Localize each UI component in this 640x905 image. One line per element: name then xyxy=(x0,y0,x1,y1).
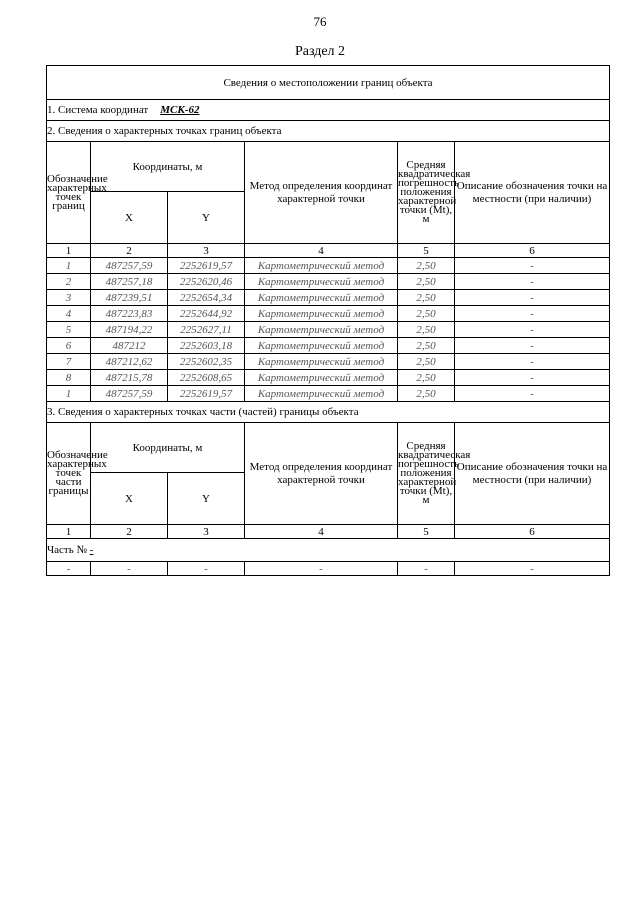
point-y: 2252619,57 xyxy=(168,386,245,402)
part-value: - xyxy=(89,544,94,556)
point-description: - xyxy=(455,354,610,370)
point-x: 487223,83 xyxy=(91,306,168,322)
col-number: 1 xyxy=(47,525,91,539)
point-x: 487212,62 xyxy=(91,354,168,370)
header-part-y: Y xyxy=(168,473,245,525)
header-part-coordinates: Координаты, м xyxy=(91,423,245,473)
header-x: X xyxy=(91,192,168,244)
point-description: - xyxy=(455,322,610,338)
table-row xyxy=(47,258,610,274)
section-title: Раздел 2 xyxy=(294,44,346,59)
point-id: 1 xyxy=(47,258,91,274)
part-column-numbers-row xyxy=(47,525,610,539)
points-heading: 2. Сведения о характерных точках границ объекта xyxy=(47,121,610,142)
header-point-label: Обозначение характерных точек границ xyxy=(47,142,91,244)
point-error: 2,50 xyxy=(398,370,455,386)
header-description: Описание обозначения точки на местности (при наличии) xyxy=(455,142,610,244)
point-id: 6 xyxy=(47,338,91,354)
table-row xyxy=(47,274,610,290)
header-part-method: Метод определения координат характерной точки xyxy=(245,423,398,525)
point-y: 2252619,57 xyxy=(168,258,245,274)
point-id: 8 xyxy=(47,370,91,386)
point-x: 487212 xyxy=(91,338,168,354)
point-method: Картометрический метод xyxy=(245,370,398,386)
boundary-table xyxy=(46,65,610,576)
table-row xyxy=(47,354,610,370)
point-error: 2,50 xyxy=(398,386,455,402)
point-method: Картометрический метод xyxy=(245,290,398,306)
point-error: 2,50 xyxy=(398,290,455,306)
point-description: - xyxy=(455,258,610,274)
point-x: 487257,59 xyxy=(91,386,168,402)
point-id: 3 xyxy=(47,290,91,306)
parts-heading: 3. Сведения о характерных точках части (частей) границы объекта xyxy=(47,402,610,423)
part-cell: - xyxy=(245,562,398,576)
point-description: - xyxy=(455,386,610,402)
header-y: Y xyxy=(168,192,245,244)
point-method: Картометрический метод xyxy=(245,322,398,338)
point-id: 4 xyxy=(47,306,91,322)
table-row xyxy=(47,386,610,402)
point-x: 487257,59 xyxy=(91,258,168,274)
col-number: 6 xyxy=(455,525,610,539)
point-error: 2,50 xyxy=(398,258,455,274)
point-y: 2252654,34 xyxy=(168,290,245,306)
point-description: - xyxy=(455,338,610,354)
page-number: 76 xyxy=(313,14,327,29)
point-y: 2252644,92 xyxy=(168,306,245,322)
part-cell: - xyxy=(455,562,610,576)
col-number: 4 xyxy=(245,525,398,539)
col-number: 2 xyxy=(91,244,168,258)
col-number: 3 xyxy=(168,244,245,258)
col-number: 2 xyxy=(91,525,168,539)
table-row xyxy=(47,306,610,322)
point-id: 2 xyxy=(47,274,91,290)
point-x: 487215,78 xyxy=(91,370,168,386)
point-error: 2,50 xyxy=(398,306,455,322)
point-id: 7 xyxy=(47,354,91,370)
col-number: 5 xyxy=(398,525,455,539)
table-row xyxy=(47,370,610,386)
column-numbers-row xyxy=(47,244,610,258)
point-y: 2252608,65 xyxy=(168,370,245,386)
coord-system-value: МСК-62 xyxy=(160,104,200,116)
point-description: - xyxy=(455,306,610,322)
point-method: Картометрический метод xyxy=(245,338,398,354)
point-y: 2252620,46 xyxy=(168,274,245,290)
table-row xyxy=(47,562,610,576)
part-cell: - xyxy=(398,562,455,576)
col-number: 1 xyxy=(47,244,91,258)
col-number: 3 xyxy=(168,525,245,539)
coord-system-label: 1. Система координат xyxy=(47,104,149,116)
point-method: Картометрический метод xyxy=(245,386,398,402)
col-number: 5 xyxy=(398,244,455,258)
header-error: Средняя квадратическая погрешность положения характерной точки (Mt), м xyxy=(398,142,455,244)
point-method: Картометрический метод xyxy=(245,354,398,370)
point-id: 1 xyxy=(47,386,91,402)
table-row xyxy=(47,290,610,306)
point-error: 2,50 xyxy=(398,322,455,338)
header-method: Метод определения координат характерной точки xyxy=(245,142,398,244)
header-part-point-label: Обозначение характерных точек части границы xyxy=(47,423,91,525)
header-part-description: Описание обозначения точки на местности (при наличии) xyxy=(455,423,610,525)
table-row xyxy=(47,338,610,354)
part-cell: - xyxy=(91,562,168,576)
coord-system-row xyxy=(47,100,610,121)
point-error: 2,50 xyxy=(398,338,455,354)
point-id: 5 xyxy=(47,322,91,338)
header-coordinates: Координаты, м xyxy=(91,142,245,192)
point-x: 487257,18 xyxy=(91,274,168,290)
point-error: 2,50 xyxy=(398,354,455,370)
point-method: Картометрический метод xyxy=(245,306,398,322)
header-part-x: X xyxy=(91,473,168,525)
point-description: - xyxy=(455,370,610,386)
point-error: 2,50 xyxy=(398,274,455,290)
table-row xyxy=(47,322,610,338)
header-part-error: Средняя квадратическая погрешность положения характерной точки (Mt), м xyxy=(398,423,455,525)
point-y: 2252602,35 xyxy=(168,354,245,370)
part-cell: - xyxy=(47,562,91,576)
point-description: - xyxy=(455,290,610,306)
point-x: 487194,22 xyxy=(91,322,168,338)
part-label: Часть № xyxy=(47,544,87,556)
col-number: 6 xyxy=(455,244,610,258)
part-cell: - xyxy=(168,562,245,576)
banner-title: Сведения о местоположении границ объекта xyxy=(47,66,610,100)
point-y: 2252603,18 xyxy=(168,338,245,354)
point-method: Картометрический метод xyxy=(245,274,398,290)
point-x: 487239,51 xyxy=(91,290,168,306)
part-number-row xyxy=(47,539,610,562)
point-method: Картометрический метод xyxy=(245,258,398,274)
point-description: - xyxy=(455,274,610,290)
col-number: 4 xyxy=(245,244,398,258)
point-y: 2252627,11 xyxy=(168,322,245,338)
